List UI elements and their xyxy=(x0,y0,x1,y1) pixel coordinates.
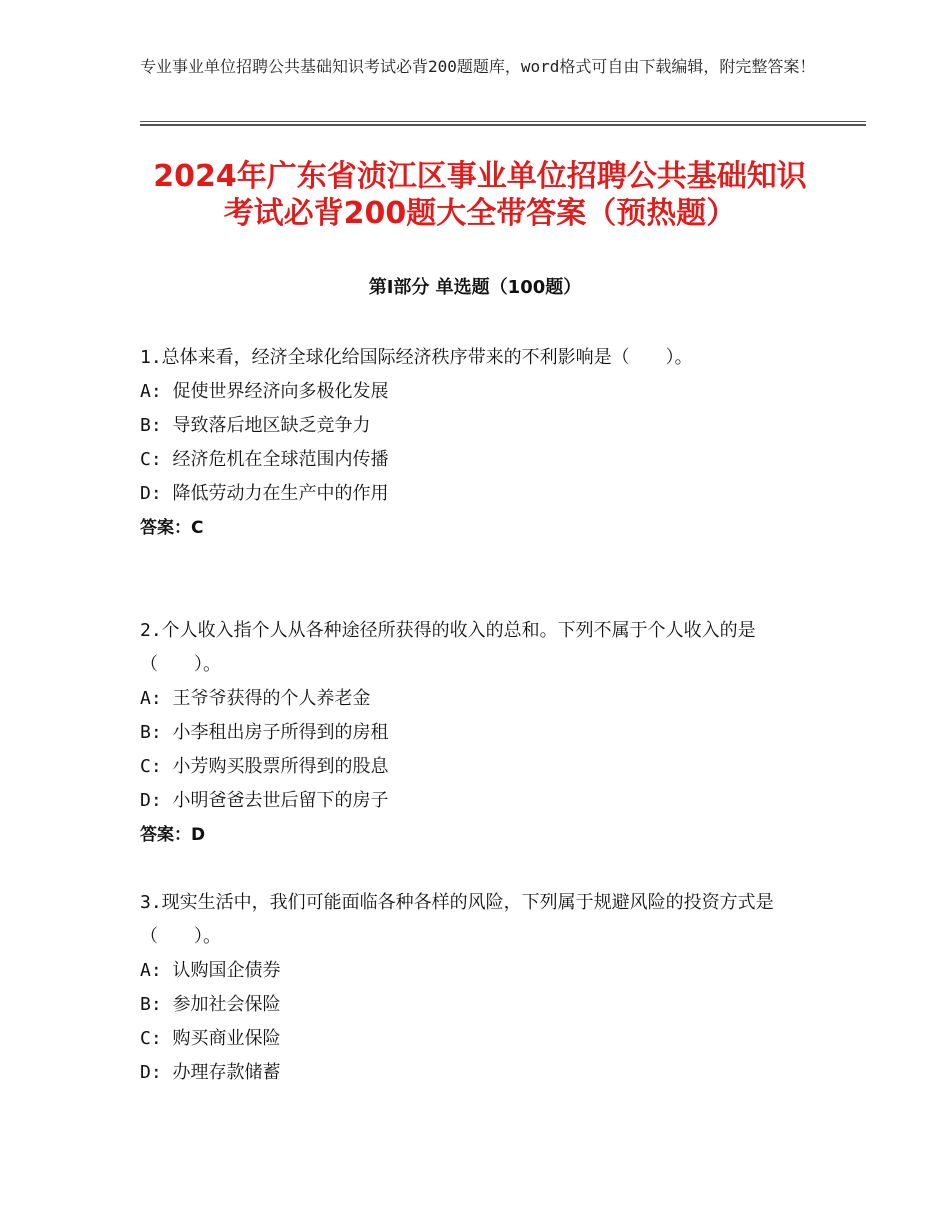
option-d: D: 降低劳动力在生产中的作用 xyxy=(140,483,389,504)
header-note: 专业事业单位招聘公共基础知识考试必背200题题库，word格式可自由下载编辑，附完整答案！ xyxy=(140,57,816,76)
question-2 xyxy=(140,614,810,852)
option-d: D: 办理存款储蓄 xyxy=(140,1062,281,1083)
option-a: A: 认购国企债券 xyxy=(140,960,281,981)
option-c: C: 经济危机在全球范围内传播 xyxy=(140,449,389,470)
question-stem: 3.现实生活中，我们可能面临各种各样的风险，下列属于规避风险的投资方式是（ ）。 xyxy=(140,892,774,947)
answer-label: 答案：C xyxy=(140,518,204,538)
option-a: A: 王爷爷获得的个人养老金 xyxy=(140,688,371,709)
option-d: D: 小明爸爸去世后留下的房子 xyxy=(140,790,389,811)
section-title: 第Ⅰ部分 单选题（100题） xyxy=(368,277,582,298)
header-divider-thick xyxy=(140,124,866,126)
option-b: B: 导致落后地区缺乏竞争力 xyxy=(140,415,371,436)
option-b: B: 参加社会保险 xyxy=(140,994,281,1015)
question-3 xyxy=(140,886,810,1090)
question-stem: 2.个人收入指个人从各种途径所获得的收入的总和。下列不属于个人收入的是（ ）。 xyxy=(140,620,756,675)
question-stem: 1.总体来看，经济全球化给国际经济秩序带来的不利影响是（ ）。 xyxy=(140,347,693,368)
header-divider xyxy=(140,121,866,122)
document-title: 2024年广东省浈江区事业单位招聘公共基础知识考试必背200题大全带答案（预热题） xyxy=(153,159,807,231)
option-a: A: 促使世界经济向多极化发展 xyxy=(140,381,389,402)
option-c: C: 小芳购买股票所得到的股息 xyxy=(140,756,389,777)
option-c: C: 购买商业保险 xyxy=(140,1028,281,1049)
answer-label: 答案：D xyxy=(140,825,206,845)
question-1 xyxy=(140,341,810,545)
option-b: B: 小李租出房子所得到的房租 xyxy=(140,722,389,743)
